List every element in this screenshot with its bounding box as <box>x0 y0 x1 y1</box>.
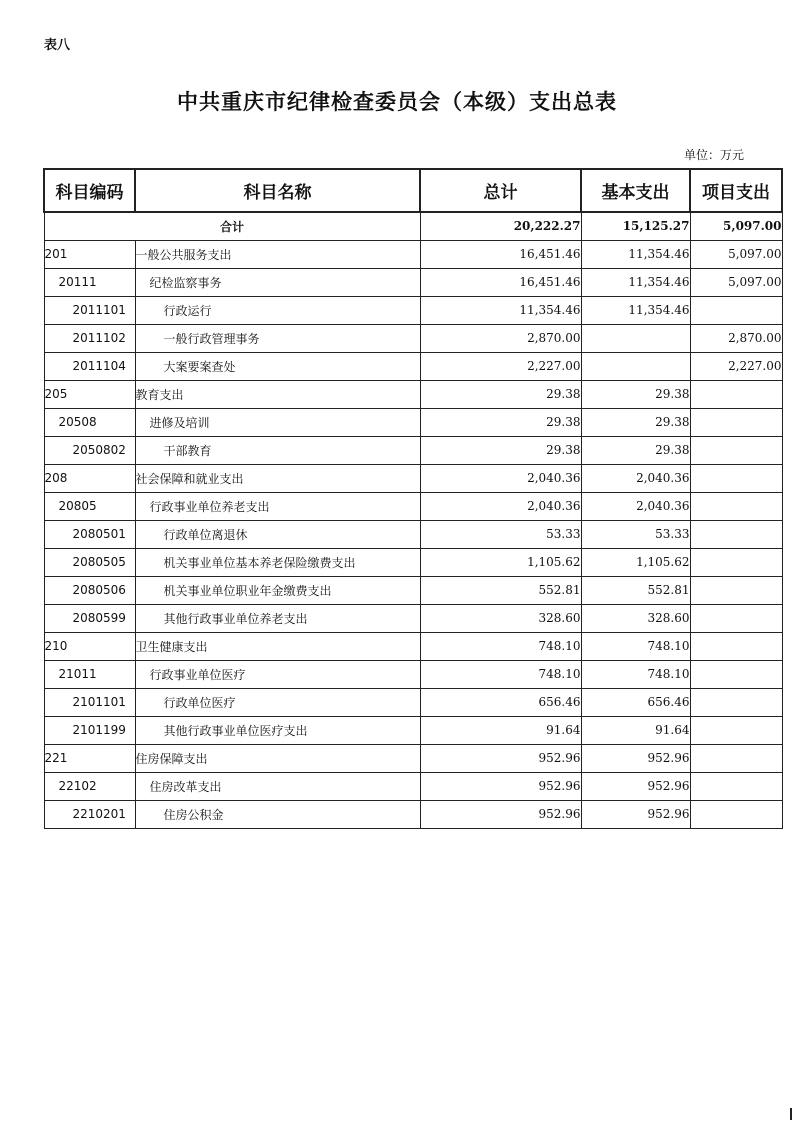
table-row <box>44 240 782 268</box>
column-header-code: 科目编码 <box>44 169 135 212</box>
table-row <box>44 436 782 464</box>
subject-code: 2080501 <box>44 520 135 548</box>
subject-name: 其他行政事业单位医疗支出 <box>135 716 420 744</box>
table-row <box>44 576 782 604</box>
amount-total: 29.38 <box>420 408 581 436</box>
amount-total: 11,354.46 <box>420 296 581 324</box>
subject-name: 行政单位医疗 <box>135 688 420 716</box>
table-row <box>44 408 782 436</box>
amount-project <box>690 520 782 548</box>
subject-code: 2210201 <box>44 800 135 828</box>
subject-code: 2050802 <box>44 436 135 464</box>
subject-name: 教育支出 <box>135 380 420 408</box>
amount-total: 748.10 <box>420 632 581 660</box>
amount-total: 29.38 <box>420 380 581 408</box>
subject-name: 社会保障和就业支出 <box>135 464 420 492</box>
subject-name: 机关事业单位职业年金缴费支出 <box>135 576 420 604</box>
total-row <box>44 212 782 240</box>
amount-basic: 952.96 <box>581 772 690 800</box>
subject-name: 卫生健康支出 <box>135 632 420 660</box>
subject-name: 行政运行 <box>135 296 420 324</box>
subject-code: 221 <box>44 744 135 772</box>
subject-name: 干部教育 <box>135 436 420 464</box>
amount-basic: 11,354.46 <box>581 296 690 324</box>
amount-project <box>690 632 782 660</box>
subject-name: 大案要案查处 <box>135 352 420 380</box>
table-number: 表八 <box>44 38 71 53</box>
subject-code: 20111 <box>44 268 135 296</box>
amount-project <box>690 408 782 436</box>
amount-project <box>690 296 782 324</box>
amount-total: 656.46 <box>420 688 581 716</box>
amount-project: 5,097.00 <box>690 268 782 296</box>
subject-name: 一般行政管理事务 <box>135 324 420 352</box>
amount-total: 952.96 <box>420 744 581 772</box>
total-label: 合计 <box>44 212 420 240</box>
subject-code: 2080506 <box>44 576 135 604</box>
amount-total: 53.33 <box>420 520 581 548</box>
subject-code: 2011102 <box>44 324 135 352</box>
amount-basic: 11,354.46 <box>581 268 690 296</box>
subject-code: 22102 <box>44 772 135 800</box>
subject-name: 行政事业单位养老支出 <box>135 492 420 520</box>
amount-basic: 11,354.46 <box>581 240 690 268</box>
amount-total: 328.60 <box>420 604 581 632</box>
amount-basic: 552.81 <box>581 576 690 604</box>
subject-code: 2080599 <box>44 604 135 632</box>
amount-project: 2,227.00 <box>690 352 782 380</box>
table-row <box>44 380 782 408</box>
expenditure-table <box>43 168 783 829</box>
amount-total: 16,451.46 <box>420 268 581 296</box>
subject-code: 210 <box>44 632 135 660</box>
subject-code: 2101101 <box>44 688 135 716</box>
amount-basic: 91.64 <box>581 716 690 744</box>
amount-basic: 328.60 <box>581 604 690 632</box>
amount-basic: 29.38 <box>581 436 690 464</box>
total-basic: 15,125.27 <box>581 212 690 240</box>
subject-code: 208 <box>44 464 135 492</box>
table-row <box>44 772 782 800</box>
table-row <box>44 660 782 688</box>
amount-total: 2,870.00 <box>420 324 581 352</box>
amount-project <box>690 436 782 464</box>
amount-basic: 952.96 <box>581 744 690 772</box>
subject-code: 201 <box>44 240 135 268</box>
subject-code: 20805 <box>44 492 135 520</box>
table-row <box>44 604 782 632</box>
amount-project <box>690 716 782 744</box>
table-row <box>44 492 782 520</box>
subject-code: 21011 <box>44 660 135 688</box>
subject-name: 机关事业单位基本养老保险缴费支出 <box>135 548 420 576</box>
subject-name: 其他行政事业单位养老支出 <box>135 604 420 632</box>
subject-code: 205 <box>44 380 135 408</box>
amount-total: 2,040.36 <box>420 464 581 492</box>
subject-name: 住房改革支出 <box>135 772 420 800</box>
subject-name: 纪检监察事务 <box>135 268 420 296</box>
amount-project <box>690 380 782 408</box>
amount-total: 1,105.62 <box>420 548 581 576</box>
table-row <box>44 800 782 828</box>
subject-name: 住房保障支出 <box>135 744 420 772</box>
total-amount: 20,222.27 <box>420 212 581 240</box>
table-row <box>44 520 782 548</box>
amount-total: 29.38 <box>420 436 581 464</box>
column-header-basic: 基本支出 <box>581 169 690 212</box>
amount-project <box>690 660 782 688</box>
table-row <box>44 268 782 296</box>
amount-basic: 29.38 <box>581 380 690 408</box>
scan-edge-mark <box>790 1108 792 1120</box>
amount-basic: 53.33 <box>581 520 690 548</box>
table-row <box>44 548 782 576</box>
table-row <box>44 464 782 492</box>
amount-basic: 748.10 <box>581 660 690 688</box>
amount-project <box>690 548 782 576</box>
subject-code: 2011101 <box>44 296 135 324</box>
subject-code: 20508 <box>44 408 135 436</box>
column-header-name: 科目名称 <box>135 169 420 212</box>
amount-total: 952.96 <box>420 772 581 800</box>
table-row <box>44 688 782 716</box>
subject-name: 进修及培训 <box>135 408 420 436</box>
table-header-row <box>44 169 782 212</box>
amount-project <box>690 800 782 828</box>
subject-code: 2101199 <box>44 716 135 744</box>
amount-project <box>690 576 782 604</box>
table-row <box>44 324 782 352</box>
amount-basic: 29.38 <box>581 408 690 436</box>
table-row <box>44 296 782 324</box>
amount-total: 91.64 <box>420 716 581 744</box>
amount-total: 748.10 <box>420 660 581 688</box>
subject-name: 行政单位离退休 <box>135 520 420 548</box>
amount-project <box>690 772 782 800</box>
table-row <box>44 352 782 380</box>
total-project: 5,097.00 <box>690 212 782 240</box>
amount-total: 2,227.00 <box>420 352 581 380</box>
amount-project <box>690 464 782 492</box>
table-row <box>44 716 782 744</box>
subject-code: 2011104 <box>44 352 135 380</box>
amount-basic: 748.10 <box>581 632 690 660</box>
unit-label: 单位：万元 <box>683 148 744 162</box>
amount-basic: 656.46 <box>581 688 690 716</box>
amount-total: 16,451.46 <box>420 240 581 268</box>
amount-project: 5,097.00 <box>690 240 782 268</box>
amount-project: 2,870.00 <box>690 324 782 352</box>
amount-project <box>690 688 782 716</box>
subject-name: 行政事业单位医疗 <box>135 660 420 688</box>
column-header-project: 项目支出 <box>690 169 782 212</box>
amount-project <box>690 604 782 632</box>
table-row <box>44 632 782 660</box>
amount-basic: 1,105.62 <box>581 548 690 576</box>
amount-total: 952.96 <box>420 800 581 828</box>
amount-basic: 2,040.36 <box>581 464 690 492</box>
amount-basic <box>581 352 690 380</box>
amount-total: 2,040.36 <box>420 492 581 520</box>
amount-basic: 2,040.36 <box>581 492 690 520</box>
amount-basic <box>581 324 690 352</box>
column-header-total: 总计 <box>420 169 581 212</box>
subject-name: 住房公积金 <box>135 800 420 828</box>
amount-project <box>690 744 782 772</box>
subject-name: 一般公共服务支出 <box>135 240 420 268</box>
page-title: 中共重庆市纪律检查委员会（本级）支出总表 <box>177 90 617 114</box>
amount-total: 552.81 <box>420 576 581 604</box>
amount-basic: 952.96 <box>581 800 690 828</box>
amount-project <box>690 492 782 520</box>
table-row <box>44 744 782 772</box>
subject-code: 2080505 <box>44 548 135 576</box>
